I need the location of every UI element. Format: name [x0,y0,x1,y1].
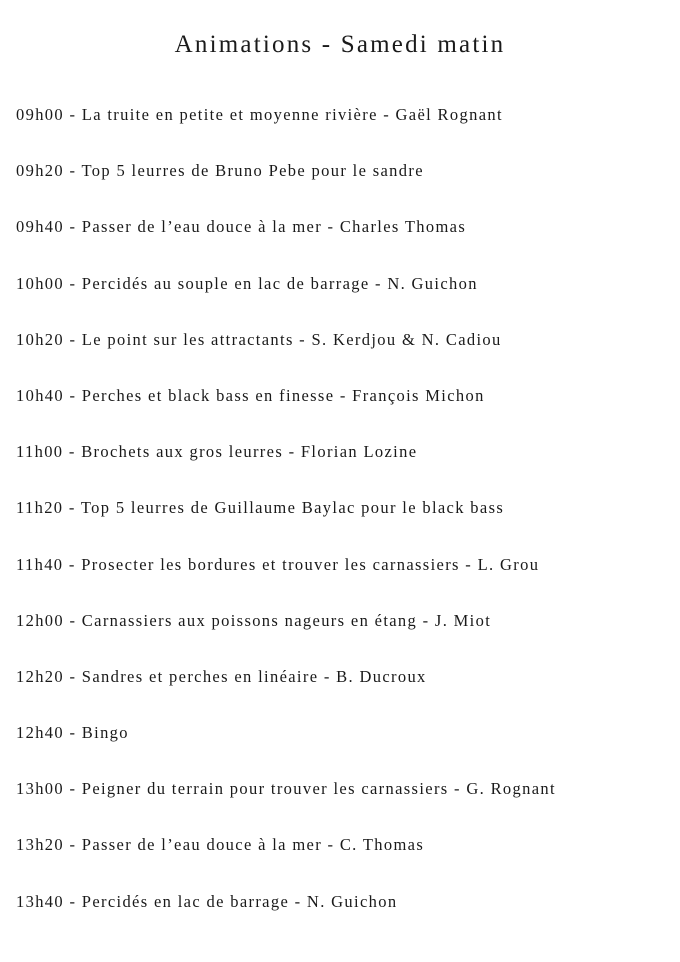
entry-time: 11h40 - [16,555,81,574]
entry-time: 10h40 - [16,386,82,405]
entry-title: Percidés au souple en lac de barrage - N. Guichon [81,273,478,293]
entry-time: 13h40 - [16,892,82,911]
schedule-entry [16,102,556,158]
entry-title: Passer de l’eau douce à la mer - C. Thomas [81,835,425,855]
schedule-entry [16,608,556,664]
entry-title: Sandres et perches en linéaire - B. Ducroux [81,666,427,686]
entry-time: 13h20 - [16,835,82,854]
schedule-entry [16,439,556,495]
schedule-entry [16,720,556,776]
page-title: Animations - Samedi matin [174,31,506,58]
entry-title: Top 5 leurres de Bruno Pebe pour le sandre [81,161,424,181]
entry-time: 13h00 - [16,779,82,798]
entry-time: 09h20 - [16,161,82,180]
entry-title: Bingo [81,723,129,743]
schedule-entry [16,271,556,327]
schedule-entry [16,832,556,888]
entry-title: Percidés en lac de barrage - N. Guichon [81,891,398,911]
schedule-entry [16,327,556,383]
entry-time: 12h20 - [16,667,82,686]
schedule-entry [16,889,556,945]
schedule-entry [16,776,556,832]
entry-title: Carnassiers aux poissons nageurs en étang - J. Miot [81,610,492,630]
schedule-entry [16,552,556,608]
schedule-entry [16,214,556,270]
entry-time: 09h40 - [16,217,82,236]
entry-time: 10h20 - [16,330,82,349]
entry-title: Top 5 leurres de Guillaume Baylac pour le black bass [80,498,505,518]
entry-time: 09h00 - [16,105,82,124]
entry-time: 11h00 - [16,442,81,461]
entry-title: Brochets aux gros leurres - Florian Lozine [81,442,418,462]
entry-title: Peigner du terrain pour trouver les carnassiers - G. Rognant [81,779,556,799]
schedule-list [16,102,556,945]
entry-time: 12h40 - [16,723,82,742]
entry-time: 10h00 - [16,274,82,293]
entry-title: Perches et black bass en finesse - François Michon [81,385,485,405]
entry-title: La truite en petite et moyenne rivière - Gaël Rognant [81,105,503,124]
entry-title: Passer de l’eau douce à la mer - Charles Thomas [81,217,467,237]
entry-title: Prosecter les bordures et trouver les carnassiers - L. Grou [81,554,540,574]
schedule-entry [16,495,556,551]
schedule-entry [16,383,556,439]
entry-title: Le point sur les attractants - S. Kerdjou & N. Cadiou [81,329,502,349]
entry-time: 12h00 - [16,611,82,630]
schedule-entry [16,664,556,720]
entry-time: 11h20 - [16,498,81,517]
schedule-entry [16,158,556,214]
